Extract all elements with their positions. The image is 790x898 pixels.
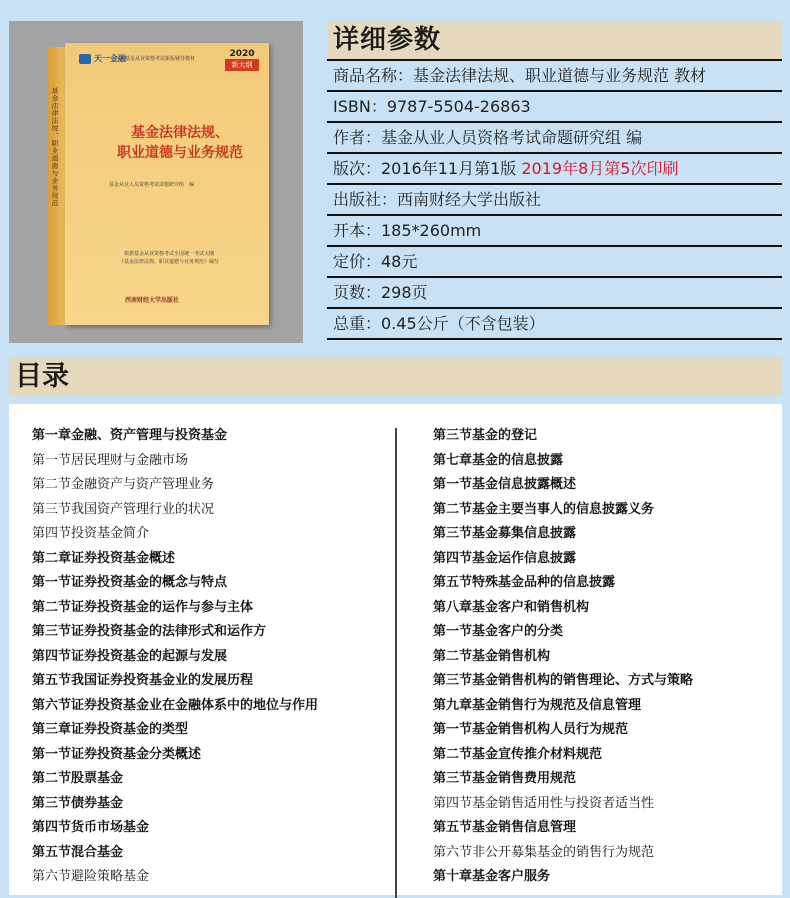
toc-item: 第六节非公开募集基金的销售行为规范: [433, 844, 655, 860]
brand-logo-icon: [79, 54, 91, 64]
edition-tag: 新大纲: [225, 59, 259, 71]
toc-left-column: [32, 424, 392, 890]
cover-publisher: 西南财经大学出版社: [125, 297, 180, 304]
toc-item: 第三节基金的登记: [433, 428, 538, 443]
toc-item: 第十章基金客户服务: [433, 869, 551, 884]
toc-item: 第二节证券投资基金的运作与参与主体: [32, 599, 254, 615]
detail-text: 商品名称：基金法律法规、职业道德与业务规范 教材: [333, 66, 707, 85]
toc-item: 第二节股票基金: [32, 771, 124, 786]
toc-item: 第四节基金运作信息披露: [433, 550, 577, 566]
toc-item: 第一节基金信息披露概述: [433, 477, 577, 492]
series-label: 基金从业资格考试新版辅导教材: [125, 56, 196, 62]
toc-item: 第六节避险策略基金: [32, 869, 150, 884]
brand-logo: [79, 53, 126, 64]
toc-item: 第一节基金销售机构人员行为规范: [433, 722, 629, 737]
toc-item: 第一节证券投资基金分类概述: [32, 746, 202, 762]
toc-item: 第五节混合基金: [32, 844, 124, 860]
detail-highlight: 2019年8月第5次印刷: [521, 159, 679, 178]
toc-item: 第三节基金募集信息披露: [433, 526, 577, 541]
toc-item: 第四节投资基金简介: [32, 526, 150, 541]
toc-item: 第二章证券投资基金概述: [32, 550, 176, 566]
detail-text: 开本：185*260mm: [333, 221, 482, 240]
cover-note: 依据基金从业资格考试全国统一考试大纲 《基金法律法规、职业道德与业务规范》编写: [118, 251, 219, 265]
spine-title: 基金法律法规、职业道德与业务规范: [51, 86, 59, 208]
toc-item: 第三节债券基金: [32, 795, 124, 811]
cover-author: 基金从业人员资格考试命题研究组 编: [109, 182, 195, 188]
toc-header: 目录: [9, 357, 782, 395]
toc-item: 第三节证券投资基金的法律形式和运作方: [32, 624, 267, 639]
toc-item: 第二节基金宣传推介材料规范: [433, 746, 603, 762]
toc-item: 第一章金融、资产管理与投资基金: [32, 428, 228, 443]
edition-badge: [225, 49, 259, 71]
detail-text: 总重：0.45公斤（不含包装）: [333, 314, 545, 333]
book-spine: [47, 47, 67, 325]
detail-text: 作者：基金从业人员资格考试命题研究组 编: [333, 128, 643, 147]
detail-text: 页数：298页: [333, 283, 428, 302]
detail-text: 定价：48元: [333, 252, 418, 271]
details-list: [327, 61, 782, 340]
detail-row: [327, 154, 782, 185]
toc-item: 第五节特殊基金品种的信息披露: [433, 575, 616, 590]
toc-item: 第三节基金销售费用规范: [433, 771, 577, 786]
book-front-cover: [65, 43, 269, 325]
toc-item: 第三章证券投资基金的类型: [32, 722, 189, 737]
toc-right-column: [433, 424, 773, 890]
toc-item: 第七章基金的信息披露: [433, 452, 564, 468]
detail-row: [327, 278, 782, 309]
toc-item: 第三节我国资产管理行业的状况: [32, 501, 215, 517]
detail-row: [327, 216, 782, 247]
toc-item: 第四节货币市场基金: [32, 820, 150, 835]
toc-item: 第四节基金销售适用性与投资者适当性: [433, 795, 655, 811]
detail-text: 版次：2016年11月第1版: [333, 159, 522, 178]
brand-name: 天一金融: [94, 54, 126, 63]
detail-row: [327, 92, 782, 123]
detail-row: [327, 61, 782, 92]
toc-item: 第三节基金销售机构的销售理论、方式与策略: [433, 673, 694, 688]
toc-divider: [395, 428, 397, 898]
toc-item: 第一节居民理财与金融市场: [32, 452, 189, 468]
toc-item: 第一节基金客户的分类: [433, 624, 564, 639]
toc-item: 第一节证券投资基金的概念与特点: [32, 575, 228, 590]
book-illustration: [47, 43, 269, 325]
detail-row: [327, 247, 782, 278]
toc-item: 第二节金融资产与资产管理业务: [32, 477, 215, 492]
toc-item: 第六节证券投资基金业在金融体系中的地位与作用: [32, 697, 319, 713]
toc-item: 第八章基金客户和销售机构: [433, 599, 590, 615]
toc-item: 第二节基金销售机构: [433, 648, 551, 664]
detail-row: [327, 309, 782, 340]
detail-row: [327, 185, 782, 216]
toc-item: 第四节证券投资基金的起源与发展: [32, 648, 228, 664]
details-header: 详细参数: [327, 21, 782, 61]
toc-item: 第九章基金销售行为规范及信息管理: [433, 697, 642, 713]
toc-item: 第五节我国证券投资基金业的发展历程: [32, 673, 254, 688]
toc-panel: [9, 404, 782, 895]
detail-text: 出版社：西南财经大学出版社: [333, 190, 542, 209]
product-cover-image: [9, 21, 303, 343]
details-panel: [327, 21, 782, 340]
cover-title: 基金法律法规、 职业道德与业务规范: [117, 125, 243, 161]
edition-year: 2020: [229, 49, 255, 59]
toc-item: 第五节基金销售信息管理: [433, 820, 577, 835]
detail-row: [327, 123, 782, 154]
detail-text: ISBN：9787-5504-26863: [333, 97, 531, 116]
toc-item: 第二节基金主要当事人的信息披露义务: [433, 501, 655, 517]
